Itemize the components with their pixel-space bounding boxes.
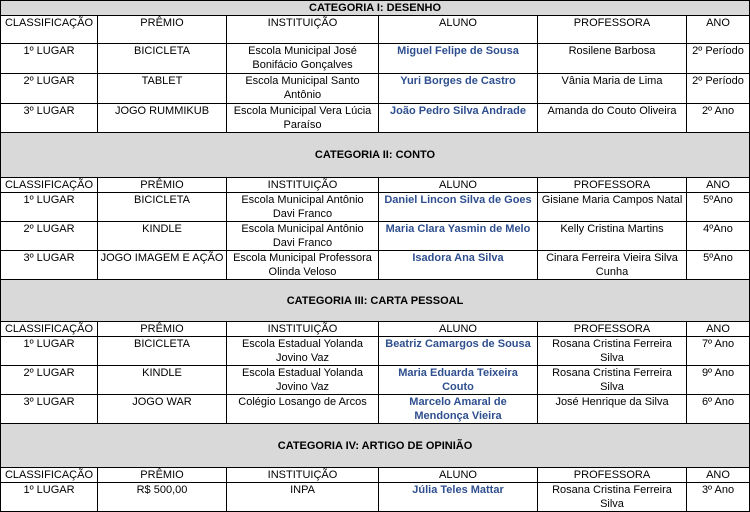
student-cell: Isadora Ana Silva [379,251,538,280]
year-cell: 5ºAno [687,193,750,222]
year-cell: 3º Ano [687,483,750,512]
teacher-cell: Gisiane Maria Campos Natal [538,193,687,222]
table-row [1,395,750,424]
institution-cell: Escola Municipal Vera Lúcia Paraíso [227,104,379,133]
header-aluno: ALUNO [379,16,538,44]
category-title: CATEGORIA IV: ARTIGO DE OPINIÃO [1,424,750,468]
student-cell: Maria Clara Yasmin de Melo [379,222,538,251]
teacher-cell: Vânia Maria de Lima [538,74,687,104]
header-premio: PRÊMIO [98,322,227,337]
table-row [1,222,750,251]
year-cell: 7º Ano [687,337,750,366]
column-header-row [1,468,750,483]
header-classificacao: CLASSIFICAÇÃO [1,468,98,483]
header-ano: ANO [687,322,750,337]
header-professora: PROFESSORA [538,322,687,337]
prize-cell: KINDLE [98,222,227,251]
header-professora: PROFESSORA [538,178,687,193]
place-cell: 2º LUGAR [1,222,98,251]
prize-cell: KINDLE [98,366,227,395]
prize-cell: JOGO RUMMIKUB [98,104,227,133]
column-header-row [1,16,750,44]
table-row [1,337,750,366]
teacher-cell: Amanda do Couto Oliveira [538,104,687,133]
prize-cell: BICICLETA [98,337,227,366]
header-instituicao: INSTITUIÇÃO [227,178,379,193]
place-cell: 1º LUGAR [1,483,98,512]
place-cell: 3º LUGAR [1,395,98,424]
table-row [1,366,750,395]
institution-cell: Escola Estadual Yolanda Jovino Vaz [227,366,379,395]
teacher-cell: Kelly Cristina Martins [538,222,687,251]
table-row [1,193,750,222]
year-cell: 2º Ano [687,104,750,133]
header-professora: PROFESSORA [538,16,687,44]
teacher-cell: Rosana Cristina Ferreira Silva [538,483,687,512]
header-premio: PRÊMIO [98,178,227,193]
prize-cell: TABLET [98,74,227,104]
table-row [1,74,750,104]
header-aluno: ALUNO [379,322,538,337]
prize-cell: BICICLETA [98,44,227,74]
header-instituicao: INSTITUIÇÃO [227,468,379,483]
teacher-cell: José Henrique da Silva [538,395,687,424]
category-title: CATEGORIA II: CONTO [1,133,750,178]
teacher-cell: Rosana Cristina Ferreira Silva [538,366,687,395]
student-cell: Yuri Borges de Castro [379,74,538,104]
category-title-row [1,280,750,322]
header-classificacao: CLASSIFICAÇÃO [1,322,98,337]
place-cell: 2º LUGAR [1,74,98,104]
teacher-cell: Rosana Cristina Ferreira Silva [538,337,687,366]
header-classificacao: CLASSIFICAÇÃO [1,16,98,44]
place-cell: 1º LUGAR [1,337,98,366]
column-header-row [1,322,750,337]
student-cell: Marcelo Amaral de Mendonça Vieira [379,395,538,424]
year-cell: 5ºAno [687,251,750,280]
student-cell: João Pedro Silva Andrade [379,104,538,133]
table-row [1,483,750,512]
year-cell: 2º Período [687,74,750,104]
student-cell: Júlia Teles Mattar [379,483,538,512]
table-row [1,251,750,280]
institution-cell: Escola Municipal Santo Antônio [227,74,379,104]
header-instituicao: INSTITUIÇÃO [227,16,379,44]
place-cell: 1º LUGAR [1,44,98,74]
year-cell: 2º Período [687,44,750,74]
institution-cell: Escola Municipal José Bonifácio Gonçalves [227,44,379,74]
student-cell: Daniel Lincon Silva de Goes [379,193,538,222]
table-row [1,44,750,74]
prize-cell: R$ 500,00 [98,483,227,512]
table-row [1,104,750,133]
header-premio: PRÊMIO [98,16,227,44]
category-title: CATEGORIA III: CARTA PESSOAL [1,280,750,322]
header-ano: ANO [687,16,750,44]
student-cell: Maria Eduarda Teixeira Couto [379,366,538,395]
institution-cell: Escola Municipal Professora Olinda Veloso [227,251,379,280]
header-premio: PRÊMIO [98,468,227,483]
header-instituicao: INSTITUIÇÃO [227,322,379,337]
student-cell: Miguel Felipe de Sousa [379,44,538,74]
institution-cell: Escola Municipal Antônio Davi Franco [227,193,379,222]
prize-cell: BICICLETA [98,193,227,222]
prize-cell: JOGO IMAGEM E AÇÃO [98,251,227,280]
place-cell: 2º LUGAR [1,366,98,395]
header-ano: ANO [687,468,750,483]
student-cell: Beatriz Camargos de Sousa [379,337,538,366]
teacher-cell: Cinara Ferreira Vieira Silva Cunha [538,251,687,280]
place-cell: 3º LUGAR [1,104,98,133]
year-cell: 6º Ano [687,395,750,424]
header-professora: PROFESSORA [538,468,687,483]
year-cell: 4ºAno [687,222,750,251]
institution-cell: INPA [227,483,379,512]
header-aluno: ALUNO [379,178,538,193]
category-title-row [1,133,750,178]
category-title-row [1,424,750,468]
header-ano: ANO [687,178,750,193]
prize-cell: JOGO WAR [98,395,227,424]
header-classificacao: CLASSIFICAÇÃO [1,178,98,193]
header-aluno: ALUNO [379,468,538,483]
column-header-row [1,178,750,193]
category-title: CATEGORIA I: DESENHO [1,1,750,16]
category-title-row [1,1,750,16]
place-cell: 3º LUGAR [1,251,98,280]
institution-cell: Colégio Losango de Arcos [227,395,379,424]
teacher-cell: Rosilene Barbosa [538,44,687,74]
institution-cell: Escola Estadual Yolanda Jovino Vaz [227,337,379,366]
place-cell: 1º LUGAR [1,193,98,222]
institution-cell: Escola Municipal Antônio Davi Franco [227,222,379,251]
year-cell: 9º Ano [687,366,750,395]
